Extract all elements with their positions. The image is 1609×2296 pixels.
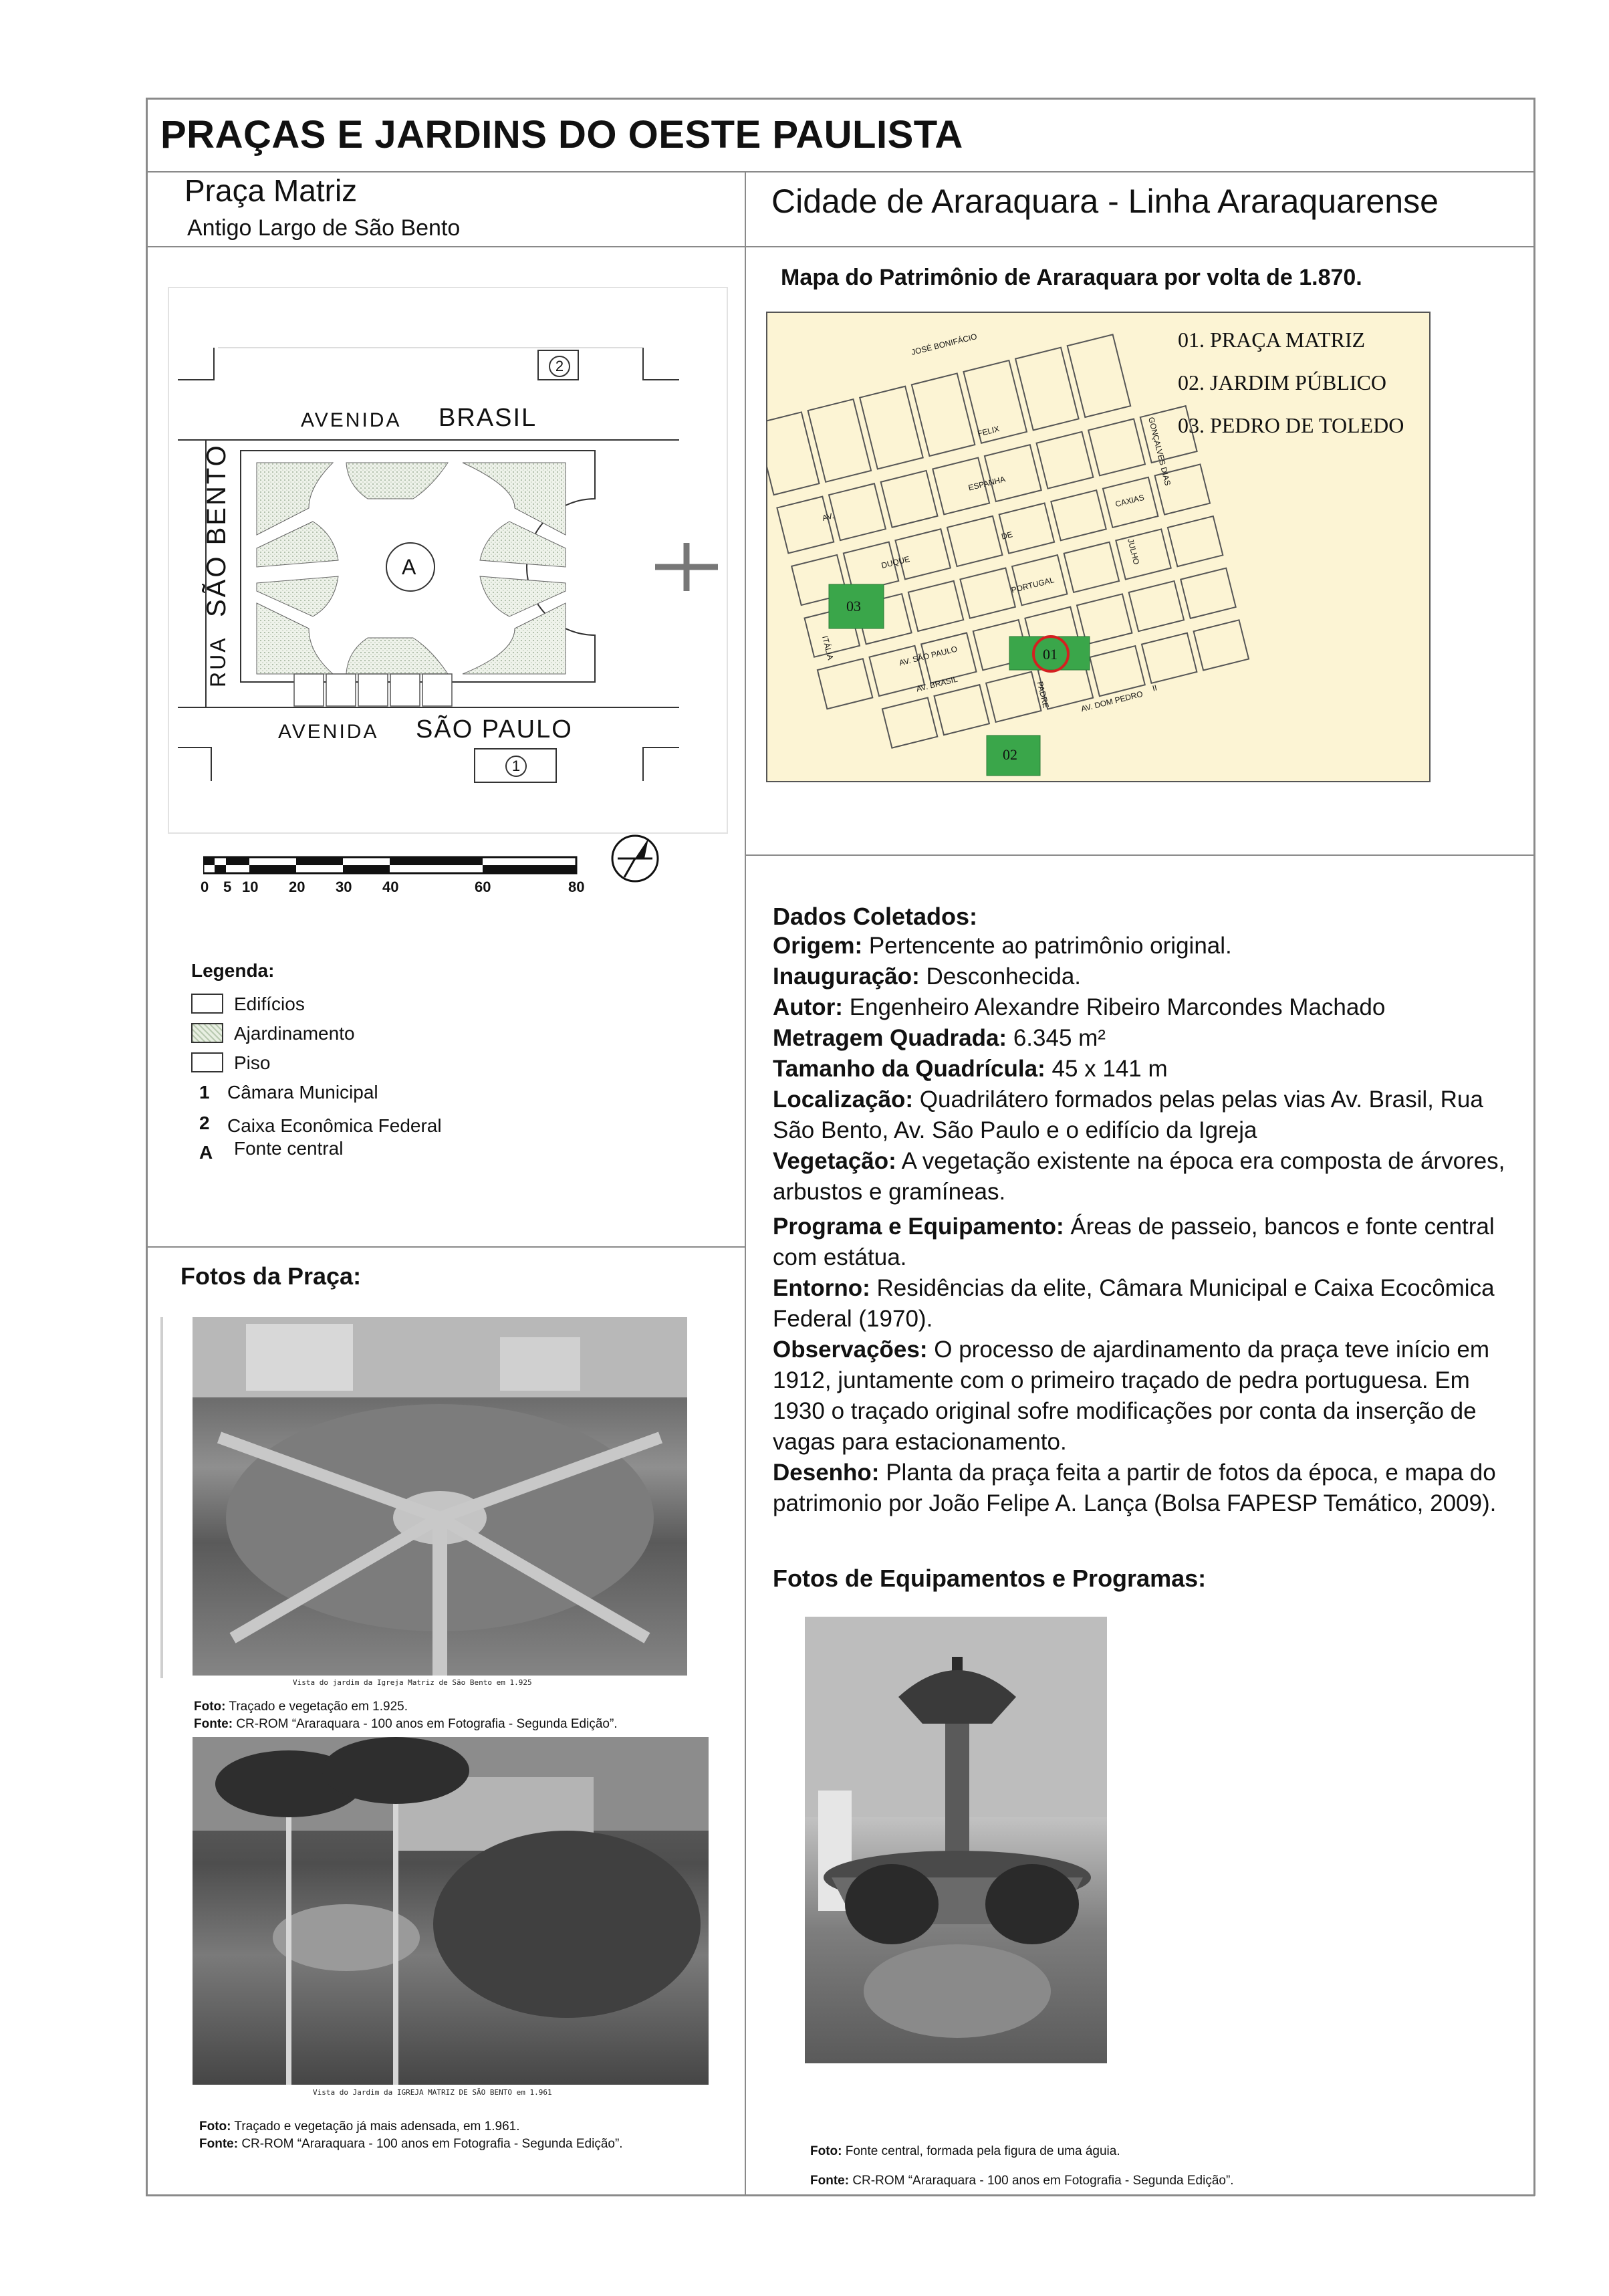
dados-origem <box>773 931 1528 961</box>
dados-vegetacao <box>773 1146 1528 1208</box>
photo-fonte-central-fonte-text: CR-ROM “Araraquara - 100 anos em Fotografia - Segunda Edição”. <box>849 2174 1234 2188</box>
map-street-caxias: CAXIAS <box>1114 492 1146 509</box>
marker-building-2 <box>549 356 570 377</box>
photo-praca-1925-fonte-label: Fonte: <box>194 1717 233 1731</box>
photo-praca-1961-foto-text: Traçado e vegetação já mais adensada, em 1.961. <box>231 2119 520 2134</box>
photo-praca-1961-foto <box>199 2118 623 2136</box>
dados-desenho-value: Planta da praça feita a partir de fotos da época, e mapa do patrimonio por João Felipe A. Lança (Bolsa FAPESP Temático, 2009). <box>773 1460 1497 1516</box>
photo-praca-1925-foto-label: Foto: <box>194 1700 226 1714</box>
dados-origem-label: Origem: <box>773 933 863 959</box>
map-street-julho: JULHO <box>1126 538 1142 566</box>
praca-subtitle: Antigo Largo de São Bento <box>187 215 461 241</box>
legend-label-fonte: Fonte central <box>234 1138 344 1159</box>
scale-label-10: 10 <box>242 879 259 895</box>
divider-header <box>146 246 1535 247</box>
legend-label-ajardinamento: Ajardinamento <box>234 1023 355 1044</box>
marker-fountain-a: A <box>402 555 416 579</box>
scale-bar <box>203 856 578 876</box>
divider-vertical <box>745 171 746 2196</box>
divider-right-mid <box>745 854 1535 856</box>
map-street-duque: DUQUE <box>880 554 911 571</box>
dados-autor-value: Engenheiro Alexandre Ribeiro Marcondes Machado <box>842 994 1386 1020</box>
square-plan-svg <box>167 286 729 834</box>
map-street-ii: II <box>1151 683 1158 693</box>
scale-bar-svg <box>203 856 578 876</box>
dados-observacoes-label: Observações: <box>773 1337 928 1363</box>
legend-label-edificios: Edifícios <box>234 994 305 1014</box>
dados-entorno-label: Entorno: <box>773 1275 870 1301</box>
photo-praca-1961-caption <box>199 2118 623 2153</box>
dados-observacoes-value: O processo de ajardinamento da praça teve início em 1912, juntamente com o primeiro traçado de pedra portuguesa. Em 1930 o traçado original sofre modificações por conta da inserção de vagas para estacionamento. <box>773 1337 1489 1455</box>
map-marker-02: 02 <box>1003 746 1017 763</box>
marker-building-2-label: 2 <box>555 358 564 374</box>
map-street-av-dom-pedro: AV. DOM PEDRO <box>1080 689 1144 714</box>
dados-programa-label: Programa e Equipamento: <box>773 1214 1064 1240</box>
legend-swatch-piso <box>191 1052 223 1072</box>
divider-left-mid <box>146 1246 745 1248</box>
map-street-padre: PADRE <box>1035 680 1051 709</box>
dados-autor <box>773 992 1528 1023</box>
photo-fonte-central-fonte <box>810 2166 1234 2196</box>
photo-fonte-central-svg <box>805 1617 1107 2063</box>
photo-fonte-central-fonte-label: Fonte: <box>810 2174 850 2188</box>
dados-observacoes <box>773 1335 1528 1458</box>
photo-praca-1925-inscription: Vista do jardim da Igreja Matriz de São Bento em 1.925 <box>293 1678 532 1687</box>
legend-label-piso: Piso <box>234 1052 271 1073</box>
map-street-espanha: ESPANHA <box>967 474 1007 493</box>
praca-name: Praça Matriz <box>184 173 358 208</box>
photo-fonte-central-caption <box>810 2137 1234 2196</box>
map-street-av: AV. <box>821 511 835 523</box>
legend-key-a: A <box>199 1142 213 1163</box>
dados-metragem <box>773 1023 1528 1054</box>
dados-programa-value: Áreas de passeio, bancos e fonte central com estátua. <box>773 1214 1495 1270</box>
frame-right <box>1533 98 1535 2196</box>
scale-label-80: 80 <box>568 879 585 895</box>
scale-label-20: 20 <box>289 879 305 895</box>
scale-label-0: 0 <box>201 879 209 895</box>
photo-praca-1925-caption <box>194 1698 618 1733</box>
photo-fonte-central-foto-label: Foto: <box>810 2144 842 2158</box>
dados-inauguracao <box>773 961 1528 992</box>
legend-swatch-edificios <box>191 994 223 1014</box>
dados-desenho-label: Desenho: <box>773 1460 880 1486</box>
map-legend-1: 01. PRAÇA MATRIZ <box>1178 328 1366 352</box>
photo-praca-1961-fonte-text: CR-ROM “Araraquara - 100 anos em Fotografia - Segunda Edição”. <box>238 2137 623 2151</box>
north-arrow-icon <box>610 833 660 884</box>
dados-entorno-value: Residências da elite, Câmara Municipal e Caixa Ecocômica Federal (1970). <box>773 1275 1495 1332</box>
map-street-portugal: PORTUGAL <box>1010 575 1056 595</box>
map-street-jose-bonifacio: JOSÉ BONIFÁCIO <box>910 332 978 357</box>
map-street-felix: FELIX <box>976 424 1001 439</box>
scale-label-40: 40 <box>382 879 399 895</box>
legend-swatch-ajardinamento <box>191 1023 223 1043</box>
photo-praca-1925-fonte-text: CR-ROM “Araraquara - 100 anos em Fotografia - Segunda Edição”. <box>233 1717 618 1731</box>
street-avenida-sao-paulo-b: SÃO PAULO <box>416 715 573 743</box>
dados-quadricula-value: 45 x 141 m <box>1045 1056 1168 1082</box>
photo-praca-1961-foto-label: Foto: <box>199 2119 231 2134</box>
heritage-map <box>766 312 1431 782</box>
map-legend-2: 02. JARDIM PÚBLICO <box>1178 370 1387 394</box>
legend-key-2: 2 <box>199 1113 210 1133</box>
dados-localizacao-value: Quadrilátero formados pelas pelas vias Av. Brasil, Rua São Bento, Av. São Paulo e o edifício da Igreja <box>773 1086 1483 1143</box>
photo-praca-1961 <box>193 1737 709 2101</box>
photo-fonte-central <box>805 1617 1107 2063</box>
marker-building-1 <box>505 756 527 777</box>
scale-label-60: 60 <box>475 879 491 895</box>
dados-desenho <box>773 1458 1528 1519</box>
dados-vegetacao-value: A vegetação existente na época era composta de árvores, arbustos e gramíneas. <box>773 1148 1505 1205</box>
photo-praca-1925 <box>193 1317 687 1693</box>
dados-localizacao <box>773 1084 1528 1146</box>
marker-building-1-label: 1 <box>511 758 521 774</box>
map-title: Mapa do Patrimônio de Araraquara por volta de 1.870. <box>781 265 1362 290</box>
photo-praca-1961-fonte-label: Fonte: <box>199 2137 239 2151</box>
dados-autor-label: Autor: <box>773 994 843 1020</box>
photo-praca-1961-fonte <box>199 2136 623 2153</box>
map-street-av-brasil: AV. BRASIL <box>915 674 959 694</box>
dados-origem-value: Pertencente ao patrimônio original. <box>862 933 1232 959</box>
scale-label-30: 30 <box>336 879 352 895</box>
cidade-heading: Cidade de Araraquara - Linha Araraquarense <box>771 183 1439 220</box>
frame-left <box>146 98 148 2196</box>
legend-label-camara: Câmara Municipal <box>227 1082 378 1103</box>
photo-border-line <box>160 1317 163 1678</box>
street-rua-sao-bento-b: SÃO BENTO <box>202 443 231 617</box>
map-marker-03: 03 <box>846 598 861 614</box>
dados-inauguracao-label: Inauguração: <box>773 963 920 990</box>
dados-quadricula <box>773 1054 1528 1084</box>
page-title: PRAÇAS E JARDINS DO OESTE PAULISTA <box>160 113 963 156</box>
dados-metragem-value: 6.345 m² <box>1007 1025 1106 1051</box>
map-street-de: DE <box>1000 530 1014 542</box>
map-street-goncalves-dias: GONÇALVES DIAS <box>1146 416 1173 487</box>
dados-entorno <box>773 1273 1528 1335</box>
dados-localizacao-label: Localização: <box>773 1086 914 1113</box>
photo-praca-1961-inscription: Vista do Jardim da IGREJA MATRIZ DE SÃO BENTO em 1.961 <box>313 2088 552 2097</box>
map-legend-3: 03. PEDRO DE TOLEDO <box>1178 413 1404 437</box>
dados-list <box>773 931 1528 1519</box>
street-avenida-brasil-b: BRASIL <box>439 404 537 432</box>
dados-quadricula-label: Tamanho da Quadrícula: <box>773 1056 1045 1082</box>
legend-title: Legenda: <box>191 960 275 981</box>
photo-fonte-central-foto-text: Fonte central, formada pela figura de uma águia. <box>842 2144 1120 2158</box>
north-arrow-svg <box>610 833 660 884</box>
dados-metragem-label: Metragem Quadrada: <box>773 1025 1007 1051</box>
photo-praca-1925-foto-text: Traçado e vegetação em 1.925. <box>225 1700 408 1714</box>
street-avenida-sao-paulo-a: AVENIDA <box>278 721 379 743</box>
photo-praca-1925-foto <box>194 1698 618 1716</box>
dados-vegetacao-label: Vegetação: <box>773 1148 896 1174</box>
photo-fonte-central-foto <box>810 2137 1234 2166</box>
fotos-praca-heading: Fotos da Praça: <box>180 1262 362 1290</box>
map-street-italia: ITÁLIA <box>820 635 836 661</box>
square-plan <box>167 286 729 834</box>
dados-heading: Dados Coletados: <box>773 903 978 930</box>
legend-key-1: 1 <box>199 1082 210 1103</box>
legend-label-caixa: Caixa Econômica Federal <box>227 1115 442 1136</box>
scale-label-5: 5 <box>223 879 232 895</box>
street-rua-sao-bento-a: RUA <box>206 636 230 687</box>
map-street-av-sao-paulo: AV. SÃO PAULO <box>898 644 959 668</box>
photo-praca-1961-svg <box>193 1737 709 2101</box>
fotos-equip-heading: Fotos de Equipamentos e Programas: <box>773 1565 1207 1592</box>
street-avenida-brasil-a: AVENIDA <box>301 409 402 431</box>
photo-praca-1925-fonte <box>194 1716 618 1733</box>
dados-programa <box>773 1212 1528 1273</box>
photo-praca-1925-svg <box>193 1317 687 1693</box>
dados-inauguracao-value: Desconhecida. <box>919 963 1082 990</box>
frame-top <box>146 98 1535 100</box>
map-marker-01: 01 <box>1043 646 1058 663</box>
